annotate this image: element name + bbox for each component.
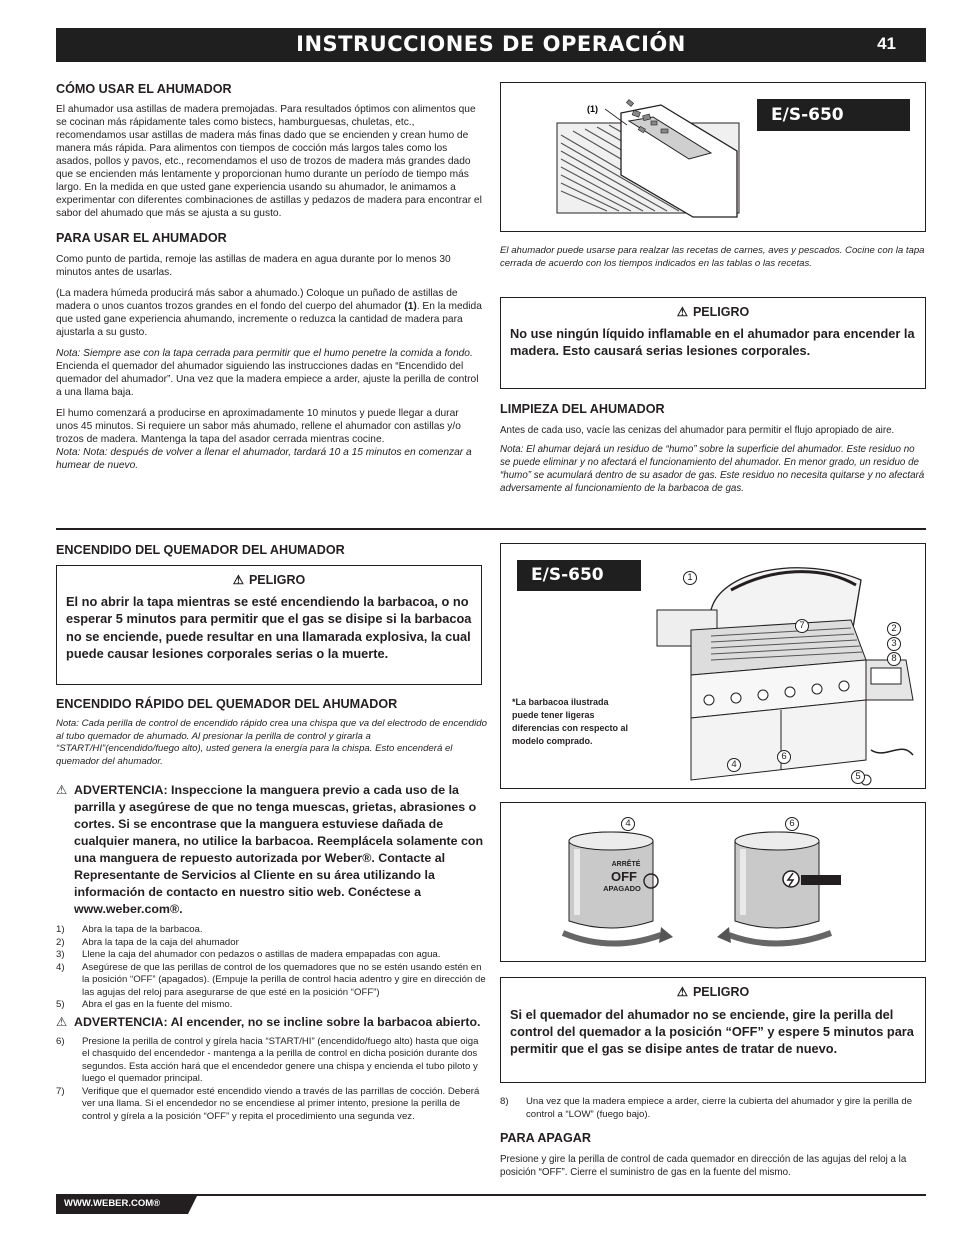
callout-2: 2 — [887, 622, 901, 636]
encendido-rapido-section — [56, 697, 488, 1123]
step-text: Abra la tapa de la caja del ahumador — [82, 936, 239, 948]
para-p3: Encienda el quemador del ahumador siguiendo las instrucciones dadas en “Encendido del quemador del ahumador”. Una vez que la madera empiece a arder, ajuste la perilla de control a una llama baja. — [56, 361, 479, 398]
warning-triangle-icon: ⚠ — [56, 1014, 68, 1029]
step-8: 8) Una vez que la madera empiece a arder, cierre la cubierta del ahumador y gire la perilla de control a “LOW” (fuego bajo). — [500, 1096, 913, 1120]
section-divider — [56, 528, 926, 530]
warning-triangle-icon: ⚠ — [232, 573, 244, 587]
step-item — [56, 937, 488, 950]
section-heading-como: CÓMO USAR EL AHUMADOR — [56, 82, 232, 96]
grill-illustration-box — [500, 543, 926, 789]
step-text: Asegúrese de que las perillas de control de los quemadores que no se estén usando estén en la posición “OFF” (apagados). (Empuje la perilla de control hacia adentro y gire en dirección de las agujas del reloj para asegurarse de que esté en la posición “OFF”) — [82, 961, 486, 998]
callout-4: 4 — [621, 817, 635, 831]
section-heading-para: PARA USAR EL AHUMADOR — [56, 231, 227, 245]
step-item — [56, 949, 488, 962]
warning-hose: ⚠ ADVERTENCIA: Inspeccione la manguera previo a cada uso de la parrilla y asegúrese de que no tenga muescas, grietas, abrasiones o cortes. Si se encontrase que la manguera estuviese dañada de cualquier manera, no utilice la barbacoa. Reemplácela solamente con una manguera de repuesto autorizada por Weber®. Contacte al Representante de Servicios al Cliente en su área utilizando la información de contacto en nuestro sitio web. Conéctese a www.weber.com®. — [56, 783, 484, 917]
danger-box-relight — [500, 977, 926, 1083]
limpieza-body: Antes de cada uso, vacíe las cenizas del ahumador para permitir el flujo apropiado de aire. — [500, 425, 895, 436]
callout-4: 4 — [727, 758, 741, 772]
section-heading-limpieza: LIMPIEZA DEL AHUMADOR — [500, 402, 665, 416]
model-badge: E/S-650 — [757, 99, 910, 131]
step-item — [56, 999, 488, 1012]
step-number: 1) — [56, 924, 65, 936]
steps-list-a — [56, 924, 488, 1012]
callout-7: 7 — [795, 619, 809, 633]
rapido-note: Nota: Cada perilla de control de encendido rápido crea una chispa que va del electrodo de encendido al tubo quemador de ahumado. Al presionar la perilla de control y girarla a “START/HI”(encendido/fuego alto), usted genera la energía para la chispa. Esto encenderá el quemador del ahumador. — [56, 718, 487, 767]
section-heading-encendido: ENCENDIDO DEL QUEMADOR DEL AHUMADOR — [56, 543, 345, 557]
smoker-usage-section — [56, 82, 482, 472]
step-item — [56, 962, 488, 1000]
limpieza-section — [500, 402, 926, 495]
danger-box-lid — [56, 565, 482, 685]
callout-6: 6 — [777, 750, 791, 764]
callout-8: 8 — [887, 652, 901, 666]
step-item — [56, 924, 488, 937]
para-p2: (La madera húmeda producirá más sabor a ahumado.) Coloque un puñado de astillas de madera o unos cuantos trozos grandes en el fondo del cuerpo del ahumador (1). En la medida que usted gane experiencia ahumando, incremente o reduzca la cantidad de madera para ajustarla a su gusto. — [56, 288, 482, 338]
callout-5: 5 — [851, 770, 865, 784]
page-title: INSTRUCCIONES DE OPERACIÓN — [296, 32, 686, 56]
footer-url-link[interactable]: WWW.WEBER.COM® — [64, 1198, 161, 1209]
knob-illustration-box — [500, 802, 926, 962]
grill-variation-note: *La barbacoa ilustrada puede tener ligeras diferencias con respecto al modelo comprado. — [512, 697, 629, 746]
step-number: 7) — [56, 1085, 65, 1097]
step-item — [56, 1036, 488, 1086]
callout-1: (1) — [587, 104, 598, 114]
step-number: 5) — [56, 999, 65, 1011]
warning-lean: ⚠ ADVERTENCIA: Al encender, no se incline sobre la barbacoa abierto. — [56, 1014, 481, 1029]
para-note-1: Nota: Siempre ase con la tapa cerrada para permitir que el humo penetre la comida a fondo. — [56, 348, 473, 359]
step-text: Verifique que el quemador esté encendido viendo a través de las parrillas de cocción. Deberá ver una llama. Si el encendedor no se encendiese al primer intento, presione la perilla de control y gírela a la posición “OFF” y repita el procedimiento una segunda vez. — [82, 1085, 480, 1122]
smoker-illustration-box — [500, 82, 926, 232]
section-heading-rapido: ENCENDIDO RÁPIDO DEL QUEMADOR DEL AHUMADOR — [56, 697, 398, 711]
apagar-body: Presione y gire la perilla de control de cada quemador en dirección de las agujas del reloj a la posición “OFF”. Cierre el suministro de gas en la fuente del mismo. — [500, 1154, 907, 1178]
step-number: 3) — [56, 949, 65, 961]
limpieza-note: Nota: El ahumar dejará un residuo de “humo” sobre la superficie del ahumador. Este residuo no se puede eliminar y no afectará el funcionamiento del ahumador. En menor grado, un residuo de “humo” se acumulará dentro de su asador de gas. Este residuo no necesita quitarse y no afectará adversamente al funcionamiento de la barbacoa de gas. — [500, 444, 925, 494]
apagar-section — [500, 1131, 926, 1179]
danger-heading: ⚠ PELIGRO — [232, 573, 306, 587]
knob-label-arrete: ARRÊTÉ — [611, 861, 641, 868]
section-heading-apagar: PARA APAGAR — [500, 1131, 591, 1145]
step-number: 6) — [56, 1035, 65, 1047]
step-text: Abra la tapa de la barbacoa. — [82, 924, 203, 936]
callout-6: 6 — [785, 817, 799, 831]
step-text: Abra el gas en la fuente del mismo. — [82, 999, 233, 1011]
warning-triangle-icon: ⚠ — [56, 783, 68, 798]
danger-heading: ⚠ PELIGRO — [676, 305, 750, 319]
para-p1: Como punto de partida, remoje las astillas de madera en agua durante por lo menos 30 minutos antes de usarlas. — [56, 254, 451, 278]
step-number: 2) — [56, 936, 65, 948]
warning-triangle-icon: ⚠ — [676, 305, 688, 319]
para-note-2: Nota: Nota: después de volver a llenar el ahumador, tardará 10 a 15 minutos en comenzar a humear de nuevo. — [56, 447, 472, 471]
danger-heading: ⚠ PELIGRO — [676, 985, 750, 999]
step-item — [56, 1086, 488, 1124]
encendido-section — [56, 543, 488, 557]
callout-3: 3 — [887, 637, 901, 651]
step-text: Presione la perilla de control y gírela hacia “START/HI” (encendido/fuego alto) hasta que oiga el chasquido del encendedor - mantenga a la perilla de control en dicha posición durante dos segundos. Esta acción hará que el encendedor genere una chispa y encienda el tubo piloto y luego el quemador principal. — [82, 1035, 479, 1085]
knob-diagrams — [501, 803, 925, 961]
page-header — [56, 28, 926, 62]
page-number: 41 — [877, 34, 896, 53]
model-badge: E/S-650 — [517, 560, 641, 591]
como-body: El ahumador usa astillas de madera premojadas. Para resultados óptimos con alimentos que se cocinan más rápidamente tales como bistecs, hamburguesas, chuletas, etc., recomendamos usar astillas de madera más finas dado que se encienden y crean humo de manera más rápida. Para alimentos con tiempos de cocción más largos tales como los asados, pollos y pavos, etc., recomendamos el uso de trozos de madera más grandes dado que se encienden más lentamente y proporcionan humo durante un período de tiempo más largo. En la medida en que usted gane experiencia usando su ahumador, le animamos a experimentar con diferentes combinaciones de astillas y pedazos de madera para encontrar el sabor del ahumado que más se ajusta a su gusto. — [56, 104, 482, 219]
step-text: Llene la caja del ahumador con pedazos o astillas de madera empapadas con agua. — [82, 949, 441, 961]
callout-1: 1 — [683, 571, 697, 585]
warning-triangle-icon: ⚠ — [676, 985, 688, 999]
knob-label-apagado: APAGADO — [603, 884, 641, 893]
danger-body: El no abrir la tapa mientras se esté encendiendo la barbacoa, o no esperar 5 minutos para permitir que el gas se disipe si la barbacoa no se enciende, puede resultar en una llamarada explosiva, la cual puede causar lesiones corporales serias o la muerte. — [66, 594, 472, 662]
knob-label-off: OFF — [611, 869, 637, 884]
para-p4: El humo comenzará a producirse en aproximadamente 10 minutos y puede llegar a durar unos 45 minutos. Si requiere un sabor más ahumado, rellene el ahumador con astillas y/o trozos de madera. Mantenga la tapa del asador cerrada mientras cocine. — [56, 408, 461, 445]
smoker-caption: El ahumador puede usarse para realzar las recetas de carnes, aves y pescados. Cocine con la tapa cerrada de acuerdo con los tiempos indicados en las tablas o las recetas. — [500, 245, 925, 269]
steps-list-b — [56, 1036, 488, 1124]
danger-box-flammable — [500, 297, 926, 389]
danger-body: No use ningún líquido inflamable en el ahumador para encender la madera. Esto causará serias lesiones corporales. — [510, 326, 915, 358]
step-number: 4) — [56, 961, 65, 973]
danger-body: Si el quemador del ahumador no se enciende, gire la perilla del control del quemador a la posición “OFF” y espere 5 minutos para permitir que el gas se disipe antes de tratar de nuevo. — [510, 1007, 914, 1056]
